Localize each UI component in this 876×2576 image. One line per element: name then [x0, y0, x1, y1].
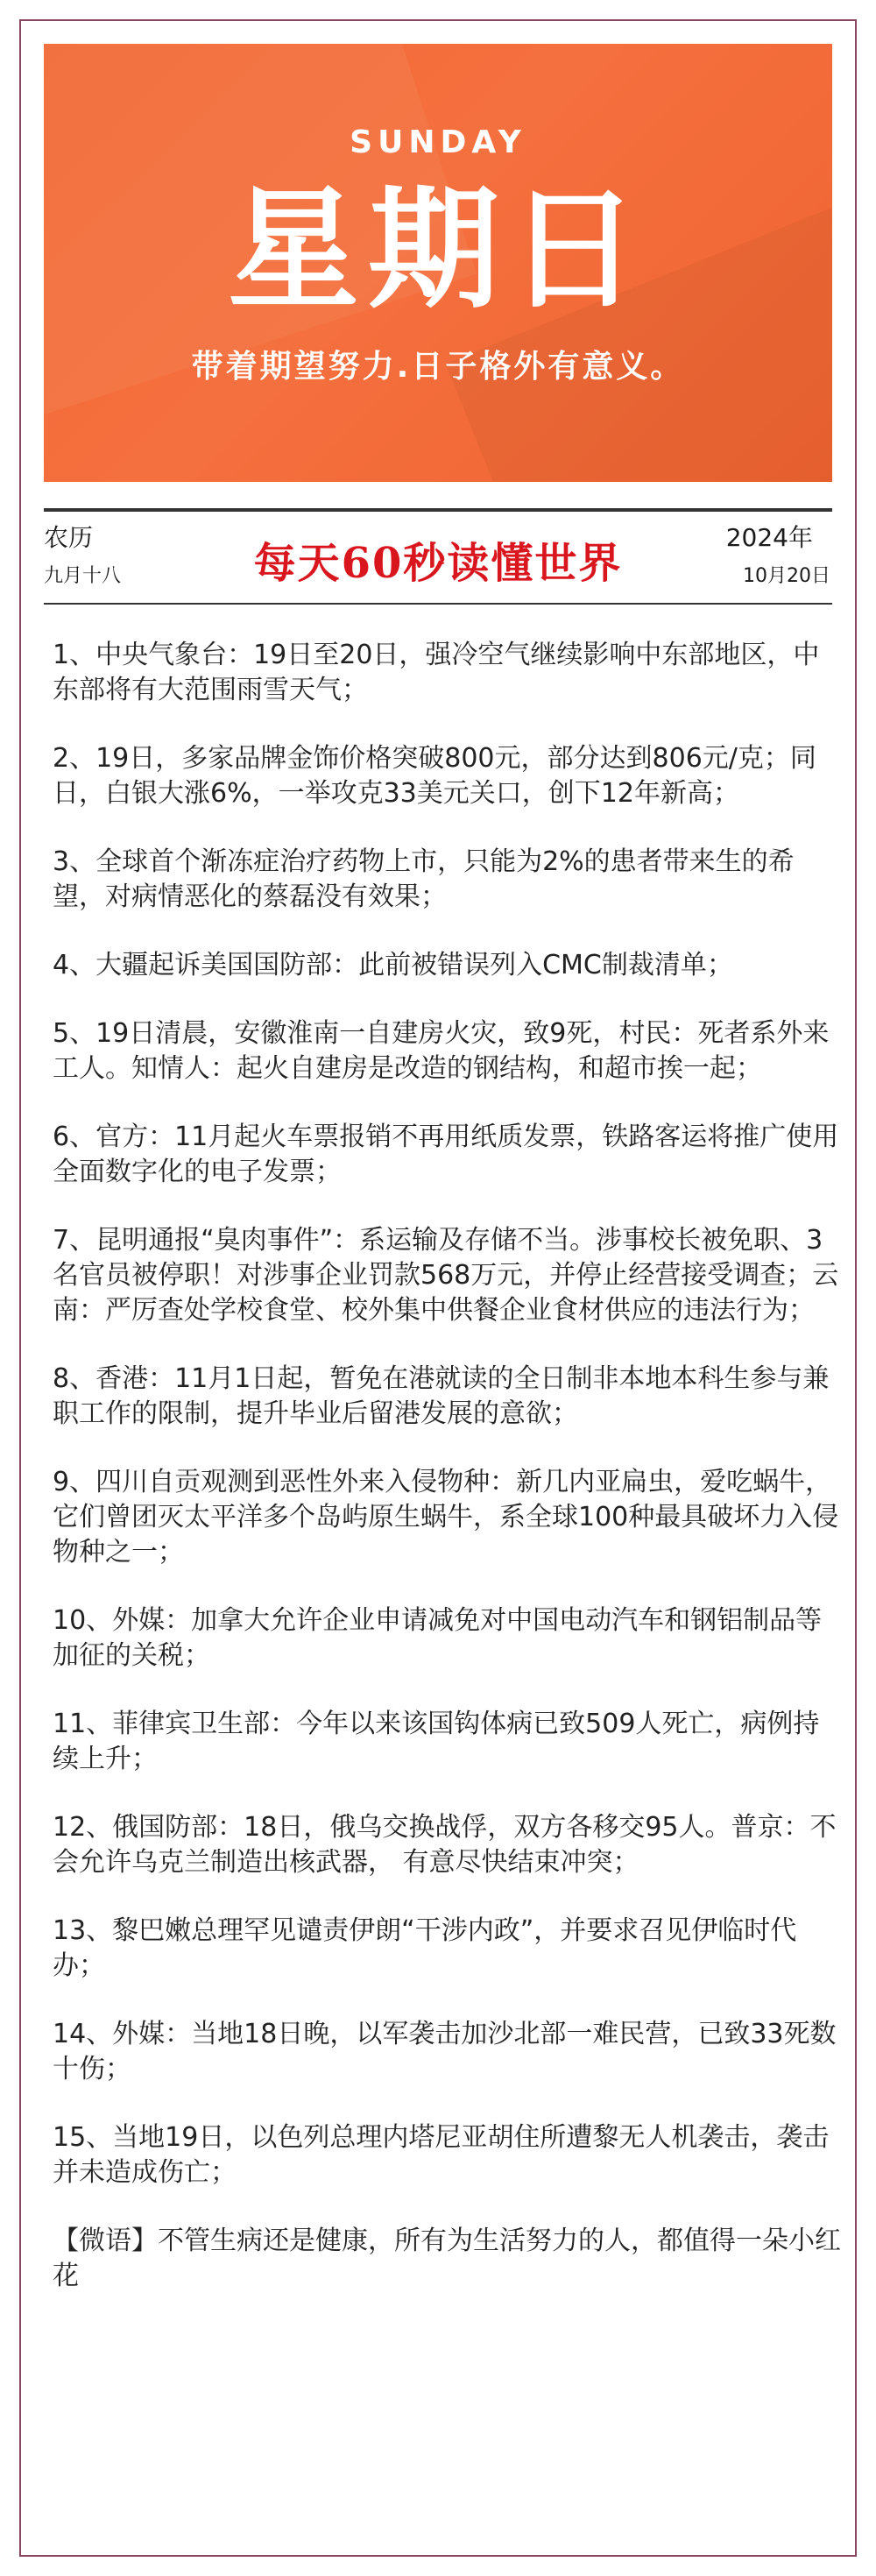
year-label: 2024年 [725, 523, 813, 552]
news-item-15: 15、当地19日，以色列总理内塔尼亚胡住所遭黎无人机袭击，袭击并未造成伤亡； [53, 2122, 830, 2188]
news-item-8: 8、香港：11月1日起，暂免在港就读的全日制非本地本科生参与兼职工作的限制，提升毕业后留港发展的意欲； [53, 1363, 830, 1429]
news-item-1: 1、中央气象台：19日至20日，强冷空气继续影响中东部地区，中东部将有大范围雨雪天气； [53, 640, 820, 705]
daily-quote: 【微语】不管生病还是健康，所有为生活努力的人，都值得一朵小红花 [53, 2226, 841, 2291]
page-title: 每天60秒读懂世界 [253, 539, 623, 588]
news-item-13: 13、黎巴嫩总理罕见谴责伊朗“干涉内政”，并要求召见伊临时代办； [53, 1915, 797, 1981]
date-label: 10月20日 [743, 565, 830, 587]
news-item-2: 2、19日，多家品牌金饰价格突破800元，部分达到806元/克；同日，白银大涨6%，一举攻克33美元关口，创下12年新高； [53, 743, 816, 809]
news-item-9: 9、四川自贡观测到恶性外来入侵物种：新几内亚扁虫，爱吃蜗牛，它们曾团灭太平洋多个岛屿原生蜗牛，系全球100种最具破坏力入侵物种之一； [53, 1467, 839, 1568]
news-list [53, 638, 841, 2294]
news-item-5: 5、19日清晨，安徽淮南一自建房火灾，致9死，村民：死者系外来工人。知情人：起火自建房是改造的钢结构，和超市挨一起； [53, 1018, 830, 1084]
day-en-label: SUNDAY [350, 124, 526, 160]
header-top-rule [44, 508, 832, 512]
news-item-4: 4、大疆起诉美国国防部：此前被错误列入CMC制裁清单； [53, 950, 733, 980]
day-cn-label: 星期日 [227, 173, 648, 327]
lunar-label: 农历 [44, 523, 94, 552]
news-item-10: 10、外媒：加拿大允许企业申请减免对中国电动汽车和钢铝制品等加征的关税； [53, 1605, 823, 1671]
day-banner [44, 44, 832, 482]
news-item-14: 14、外媒：当地18日晚，以军袭击加沙北部一难民营，已致33死数十伤； [53, 2019, 837, 2084]
lunar-date: 九月十八 [44, 565, 122, 587]
news-item-3: 3、全球首个渐冻症治疗药物上市，只能为2%的患者带来生的希望，对病情恶化的蔡磊没有效果； [53, 846, 795, 912]
header-bottom-rule [44, 603, 832, 605]
news-item-11: 11、菲律宾卫生部：今年以来该国钩体病已致509人死亡，病例持续上升； [53, 1709, 820, 1774]
news-item-12: 12、俄国防部：18日，俄乌交换战俘，双方各移交95人。普京：不会允许乌克兰制造出核武器， 有意尽快结束冲突； [53, 1812, 837, 1878]
banner-slogan: 带着期望努力.日子格外有意义。 [191, 349, 685, 385]
news-item-6: 6、官方：11月起火车票报销不再用纸质发票，铁路客运将推广使用全面数字化的电子发票； [53, 1122, 839, 1187]
news-item-7: 7、昆明通报“臭肉事件”：系运输及存储不当。涉事校长被免职、3名官员被停职！对涉事企业罚款568万元，并停止经营接受调查；云南：严厉查处学校食堂、校外集中供餐企业食材供应的违法行为； [53, 1225, 839, 1326]
